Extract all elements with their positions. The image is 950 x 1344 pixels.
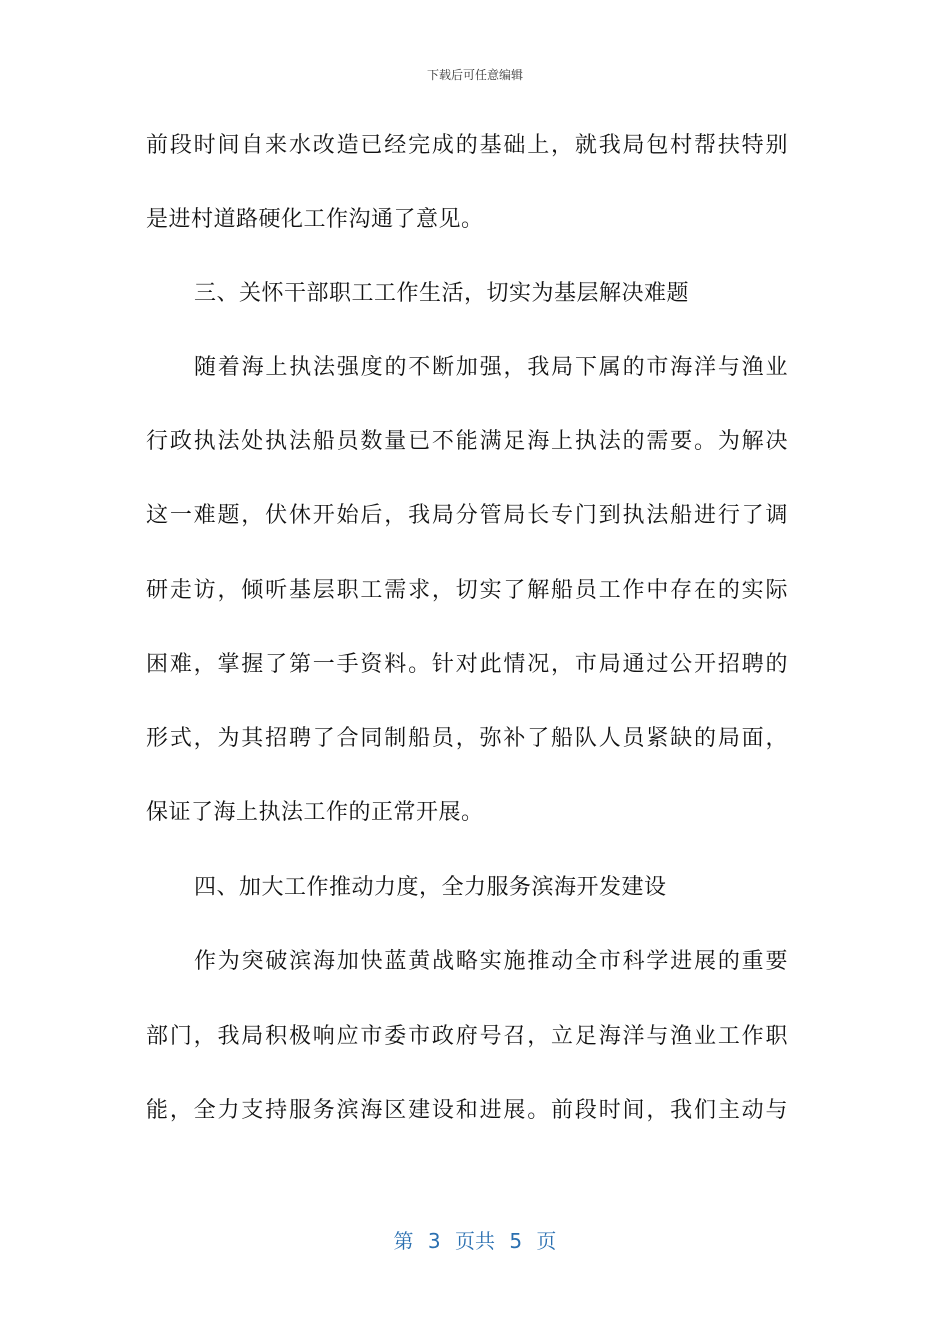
paragraph-line: 作为突破滨海加快蓝黄战略实施推动全市科学进展的重要 [194, 949, 788, 974]
paragraph-line: 研走访，倾听基层职工需求，切实了解船员工作中存在的实际 [146, 578, 788, 603]
paragraph-line: 形式，为其招聘了合同制船员，弥补了船队人员紧缺的局面， [146, 726, 788, 751]
page-number: 第 3 页共 5 页 [393, 1229, 557, 1253]
section-heading: 四、加大工作推动力度，全力服务滨海开发建设 [194, 875, 667, 900]
section-heading: 三、关怀干部职工工作生活，切实为基层解决难题 [194, 281, 690, 306]
paragraph-line: 部门，我局积极响应市委市政府号召，立足海洋与渔业工作职 [146, 1024, 788, 1049]
paragraph-line: 行政执法处执法船员数量已不能满足海上执法的需要。为解决 [146, 429, 788, 454]
paragraph-line: 能，全力支持服务滨海区建设和进展。前段时间，我们主动与 [146, 1098, 788, 1123]
paragraph-line: 随着海上执法强度的不断加强，我局下属的市海洋与渔业 [194, 355, 788, 380]
paragraph-line: 这一难题，伏休开始后，我局分管局长专门到执法船进行了调 [146, 503, 788, 528]
page-header: 下载后可任意编辑 [426, 68, 523, 82]
paragraph-line: 是进村道路硬化工作沟通了意见。 [146, 207, 484, 232]
paragraph-line: 保证了海上执法工作的正常开展。 [146, 800, 484, 825]
paragraph-line: 前段时间自来水改造已经完成的基础上，就我局包村帮扶特别 [146, 133, 788, 158]
paragraph-line: 困难，掌握了第一手资料。针对此情况，市局通过公开招聘的 [146, 652, 788, 677]
